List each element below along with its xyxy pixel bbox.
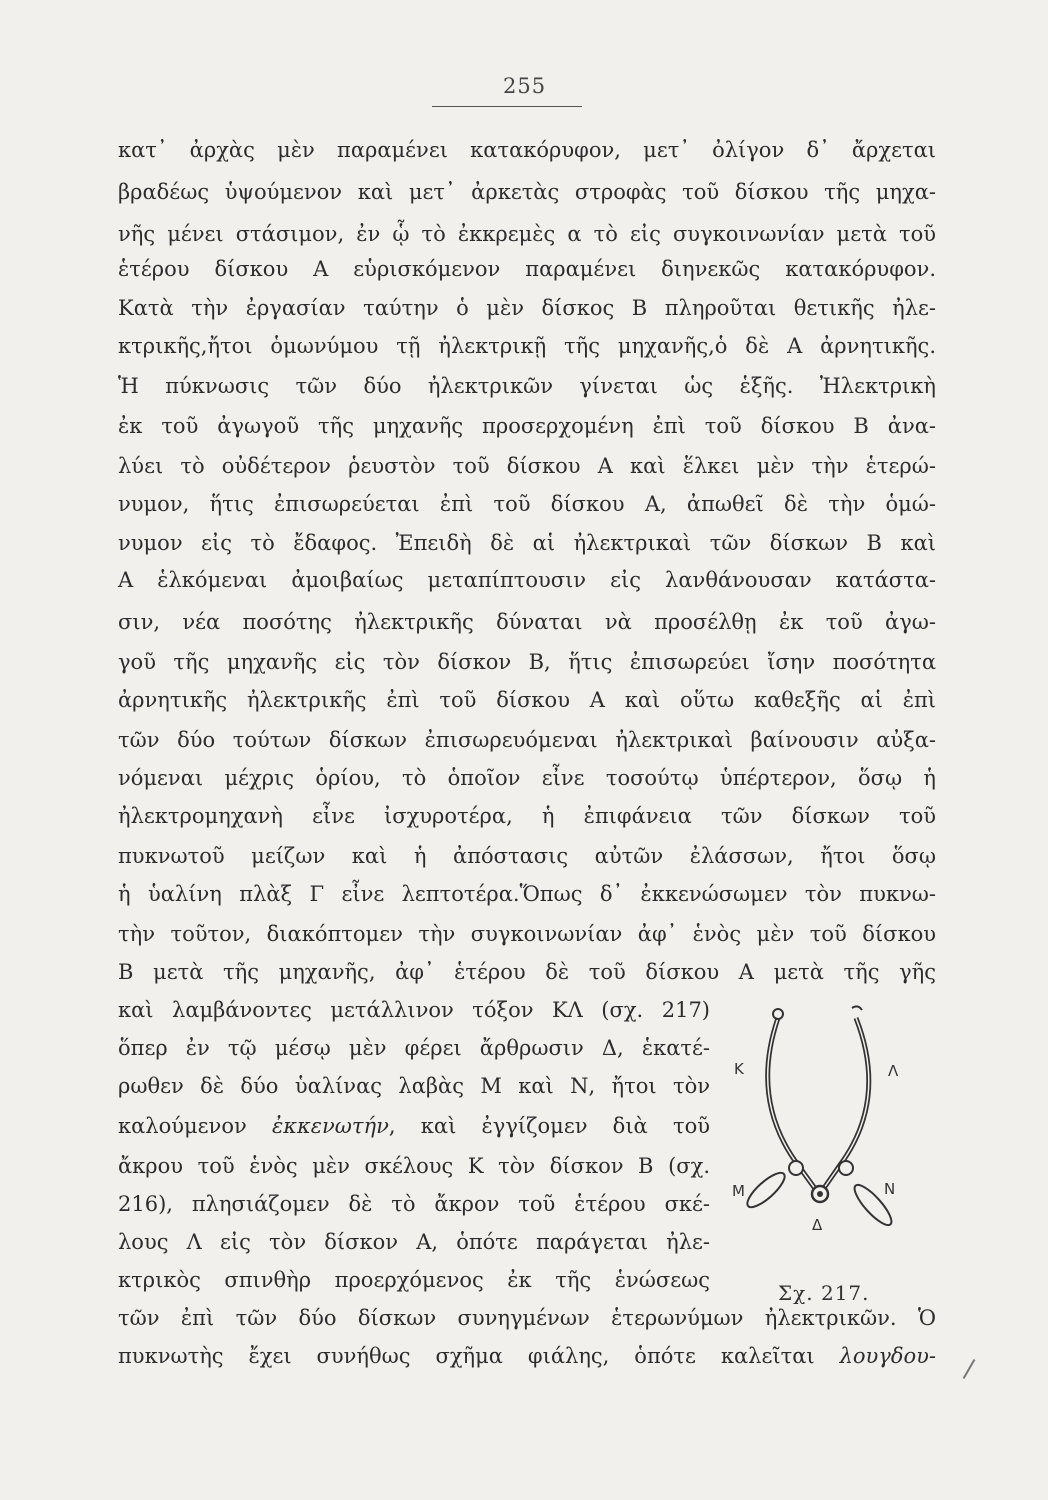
text-line: ἑτέρου δίσκου Α εὑρισκόμενον παραμένει διηνεκῶς κατακόρυφον.: [118, 257, 936, 281]
text-line: σιν, νέα ποσότης ἠλεκτρικῆς δύναται νὰ προσέλθῃ ἐκ τοῦ ἀγω-: [118, 610, 936, 634]
text-line: κατ᾽ ἀρχὰς μὲν παραμένει κατακόρυφον, μετ᾽ ὀλίγον δ᾽ ἄρχεται: [118, 138, 936, 162]
hinge-pin: [817, 1191, 823, 1197]
text-line: ρωθεν δὲ δύο ὑαλίνας λαβὰς Μ καὶ Ν, ἤτοι τὸν: [118, 1074, 710, 1098]
discharger-drawing: [728, 1000, 928, 1260]
discharger-figure: [728, 1000, 928, 1260]
label-d: Δ: [812, 1216, 823, 1234]
text-line: τῶν ἐπὶ τῶν δύο δίσκων συνηγμένων ἑτερωνύμων ἠλεκτρικῶν. Ὁ: [118, 1306, 936, 1330]
left-knob: [773, 1009, 783, 1019]
text-line: [118, 1116, 710, 1137]
emphasized-term: ἐκκενωτήν: [271, 1114, 389, 1138]
left-collar: [789, 1161, 803, 1175]
text-line: [118, 1346, 936, 1367]
text-segment: , καὶ ἐγγίζομεν διὰ τοῦ: [388, 1114, 710, 1138]
text-line: κτρικῆς,ἤτοι ὁμωνύμου τῇ ἠλεκτρικῇ τῆς μηχανῆς,ὁ δὲ Α ἀρνητικῆς.: [118, 334, 936, 358]
emphasized-term: λουγδου-: [839, 1344, 936, 1368]
text-line: νῆς μένει στάσιμον, ἐν ᾧ τὸ ἐκκρεμὲς α τὸ εἰς συγκοινωνίαν μετὰ τοῦ: [118, 222, 936, 246]
text-line: νόμεναι μέχρις ὁρίου, τὸ ὁποῖον εἶνε τοσούτῳ ὑπέρτερον, ὅσῳ ἡ: [118, 766, 936, 790]
text-line: τῶν δύο τούτων δίσκων ἐπισωρευόμεναι ἠλεκτρικαὶ βαίνουσιν αὐξα-: [118, 728, 936, 752]
text-line: 216), πλησιάζομεν δὲ τὸ ἄκρον τοῦ ἑτέρου σκέ-: [118, 1192, 710, 1216]
label-k: Κ: [734, 1060, 744, 1078]
left-glass-handle: [743, 1168, 789, 1212]
text-line: ἄκρου τοῦ ἑνὸς μὲν σκέλους Κ τὸν δίσκον Β (σχ.: [118, 1154, 710, 1178]
label-l: Λ: [888, 1062, 899, 1080]
text-line: ὅπερ ἐν τῷ μέσῳ μὲν φέρει ἄρθρωσιν Δ, ἑκατέ-: [118, 1036, 710, 1060]
text-line: καὶ λαμβάνοντες μετάλλινον τόξον ΚΛ (σχ. 217): [118, 998, 710, 1022]
label-m: Μ: [732, 1182, 745, 1200]
margin-mark: [963, 1359, 976, 1379]
page-number: 255: [503, 74, 547, 98]
text-segment: πυκνωτὴς ἔχει συνήθως σχῆμα φιάλης, ὁπότε καλεῖται: [118, 1344, 815, 1368]
text-line: γοῦ τῆς μηχανῆς εἰς τὸν δίσκον Β, ἥτις ἐπισωρεύει ἴσην ποσότητα: [118, 650, 936, 674]
header-rule: [432, 106, 582, 107]
text-line: πυκνωτοῦ μείζων καὶ ἡ ἀπόστασις αὐτῶν ἐλάσσων, ἤτοι ὅσῳ: [118, 844, 936, 868]
text-line: ἐκ τοῦ ἀγωγοῦ τῆς μηχανῆς προσερχομένη ἐπὶ τοῦ δίσκου Β ἀνα-: [118, 414, 936, 438]
right-collar: [839, 1161, 853, 1175]
text-line: Β μετὰ τῆς μηχανῆς, ἀφ᾽ ἑτέρου δὲ τοῦ δίσκου Α μετὰ τῆς γῆς: [118, 960, 936, 984]
text-line: νυμον εἰς τὸ ἔδαφος. Ἐπειδὴ δὲ αἱ ἠλεκτρικαὶ τῶν δίσκων Β καὶ: [118, 531, 936, 555]
text-line: βραδέως ὑψούμενον καὶ μετ᾽ ἀρκετὰς στροφὰς τοῦ δίσκου τῆς μηχα-: [118, 180, 936, 204]
text-line: ἀρνητικῆς ἠλεκτρικῆς ἐπὶ τοῦ δίσκου Α καὶ οὕτω καθεξῆς αἱ ἐπὶ: [118, 688, 936, 712]
text-line: ἠλεκτρομηχανὴ εἶνε ἰσχυροτέρα, ἡ ἐπιφάνεια τῶν δίσκων τοῦ: [118, 804, 936, 828]
text-line: Κατὰ τὴν ἐργασίαν ταύτην ὁ μὲν δίσκος Β πληροῦται θετικῆς ἠλε-: [118, 296, 936, 320]
text-segment: καλούμενον: [118, 1114, 247, 1138]
text-line: λους Λ εἰς τὸν δίσκον Α, ὁπότε παράγεται ἠλε-: [118, 1230, 710, 1254]
figure-caption: Σχ. 217.: [778, 1281, 870, 1305]
right-hook: [852, 1006, 862, 1010]
label-n: Ν: [884, 1180, 896, 1198]
text-line: Ἡ πύκνωσις τῶν δύο ἠλεκτρικῶν γίνεται ὡς ἑξῆς. Ἠλεκτρικὴ: [118, 374, 936, 398]
text-line: Α ἑλκόμεναι ἀμοιβαίως μεταπίπτουσιν εἰς λανθάνουσαν κατάστα-: [118, 568, 936, 592]
text-line: λύει τὸ οὐδέτερον ῥευστὸν τοῦ δίσκου Α καὶ ἕλκει μὲν τὴν ἑτερώ-: [118, 454, 936, 478]
text-line: νυμον, ἥτις ἐπισωρεύεται ἐπὶ τοῦ δίσκου Α, ἀπωθεῖ δὲ τὴν ὁμώ-: [118, 492, 936, 516]
text-line: ἡ ὑαλίνη πλὰξ Γ εἶνε λεπτοτέρα.Ὅπως δ᾽ ἐκκενώσωμεν τὸν πυκνω-: [118, 882, 936, 906]
text-line: τὴν τοῦτον, διακόπτομεν τὴν συγκοινωνίαν ἀφ᾽ ἑνὸς μὲν τοῦ δίσκου: [118, 922, 936, 946]
text-line: κτρικὸς σπινθὴρ προερχόμενος ἐκ τῆς ἑνώσεως: [118, 1268, 710, 1292]
